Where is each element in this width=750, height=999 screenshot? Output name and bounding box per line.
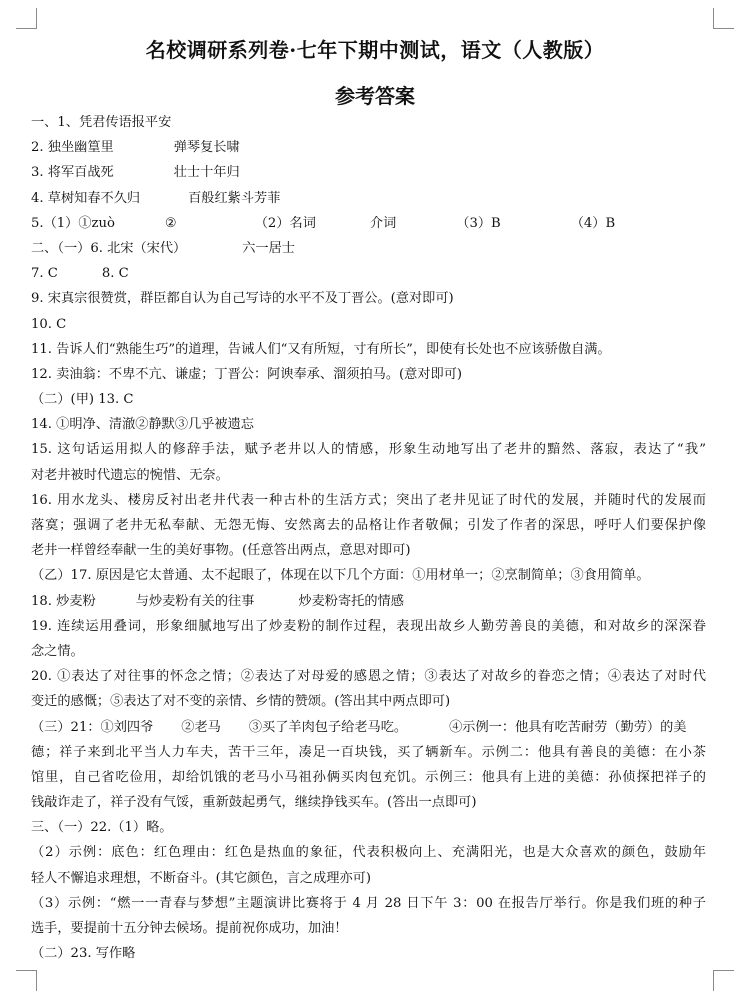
answer-line xyxy=(31,513,706,538)
answer-line xyxy=(31,614,706,639)
answer-text: 14. ①明净、清澈②静默③几乎被遗忘 xyxy=(31,417,254,433)
answer-text: 六一居士 xyxy=(242,240,295,256)
crop-mark-top-left xyxy=(16,8,37,29)
answer-text: （2）名词 xyxy=(254,215,316,231)
answer-line xyxy=(31,715,706,740)
crop-mark-bottom-right xyxy=(713,970,734,991)
answer-text: ④示例一：他具有吃苦耐劳（勤劳）的美 xyxy=(449,719,687,735)
answer-line xyxy=(31,286,706,311)
answer-line xyxy=(31,211,706,236)
answer-text: 15. 这句话运用拟人的修辞手法，赋予老井以人的情感，形象生动地写出了老井的黯然、落寂，表达了“我” xyxy=(31,442,706,458)
answer-text: 弹琴复长啸 xyxy=(173,140,240,156)
answer-text: 11. 告诉人们“熟能生巧”的道理，告诫人们“又有所短，寸有所长”，即使有长处也不应该骄傲自满。 xyxy=(31,341,611,357)
answer-line xyxy=(31,815,706,840)
answer-line xyxy=(31,740,706,765)
crop-mark-bottom-left xyxy=(16,970,37,991)
answer-text: 变迁的感慨；⑤表达了对不变的亲情、乡情的赞颂。(答出其中两点即可) xyxy=(31,694,451,710)
answer-line xyxy=(31,664,706,689)
answer-line xyxy=(31,488,706,513)
answer-text: 4. 草树知春不久归 xyxy=(31,190,141,206)
answer-text: 百般红紫斗芳菲 xyxy=(188,190,281,206)
answer-line xyxy=(31,135,706,160)
answer-text: 老井一样曾经奉献一生的美好事物。(任意答出两点，意思对即可) xyxy=(31,543,411,559)
answer-text: 7. C xyxy=(31,266,58,282)
answer-text: （3）示例：“燃一一青春与梦想”主题演讲比赛将于 4 月 28 日下午 3：00 在报告厅举行。你是我们班的种子 xyxy=(31,895,706,911)
answer-text: 2. 独坐幽篁里 xyxy=(31,140,114,156)
answer-line xyxy=(31,563,706,588)
answer-line xyxy=(31,236,706,261)
answer-text: 轻人不懈追求理想，不断奋斗。(其它颜色，言之成理亦可) xyxy=(31,870,371,886)
answer-line xyxy=(31,387,706,412)
answer-text: ③买了羊肉包子给老马吃。 xyxy=(248,719,408,735)
answer-list xyxy=(31,110,706,966)
answer-text: （三）21：①刘四爷 xyxy=(31,719,154,735)
document-subtitle: 参考答案 xyxy=(335,84,415,108)
answer-text: 对老井被时代遗忘的惋惜、无奈。 xyxy=(31,467,229,483)
answer-text: 与炒麦粉有关的往事 xyxy=(135,593,255,609)
answer-line xyxy=(31,186,706,211)
answer-text: 壮士十年归 xyxy=(173,165,240,181)
answer-text: 10. C xyxy=(31,316,67,332)
answer-text: 18. 炒麦粉 xyxy=(31,593,96,609)
answer-line xyxy=(31,639,706,664)
answer-text: 8. C xyxy=(101,266,129,282)
answer-line xyxy=(31,412,706,437)
answer-line xyxy=(31,362,706,387)
answer-text: 19. 连续运用叠词，形象细腻地写出了炒麦粉的制作过程，表现出故乡人勤劳善良的美德，和对故乡的深深眷 xyxy=(31,618,706,634)
answer-text: （2）示例：底色：红色理由：红色是热血的象征，代表积极向上、充满阳光，也是大众喜欢的颜色，鼓励年 xyxy=(31,845,706,861)
answer-text: 选手，要提前十五分钟去候场。提前祝你成功，加油！ xyxy=(31,921,348,936)
answer-line xyxy=(31,538,706,563)
answer-text: （二）(甲) 13. C xyxy=(31,392,134,408)
answer-text: ②老马 xyxy=(181,719,221,735)
answer-text: （乙）17. 原因是它太普通、太不起眼了，体现在以下几个方面：①用材单一；②烹制简单；③食用简单。 xyxy=(31,568,650,584)
answer-text: 德；祥子来到北平当人力车夫，苦干三年，凑足一百块钱，买了辆新车。示例二：他具有善良的美德：在小茶 xyxy=(31,744,706,760)
answer-text: 二、（一）6. 北宋（宋代） xyxy=(31,240,187,256)
answer-text: （4）B xyxy=(570,215,616,231)
answer-line xyxy=(31,840,706,865)
answer-text: （3）B xyxy=(456,215,501,231)
answer-line xyxy=(31,765,706,790)
answer-text: 钱敲诈走了，祥子没有气馁，重新鼓起勇气，继续挣钱买车。(答出一点即可) xyxy=(31,795,477,811)
answer-text: 炒麦粉寄托的情感 xyxy=(298,593,404,609)
answer-text: 9. 宋真宗很赞赏，群臣都自认为自己写诗的水平不及丁晋公。(意对即可) xyxy=(31,291,454,307)
answer-line xyxy=(31,916,706,941)
answer-text: 介词 xyxy=(369,215,397,231)
answer-line xyxy=(31,337,706,362)
answer-text: 馆里，自己省吃俭用，却给饥饿的老马小马祖孙俩买肉包充饥。示例三：他具有上进的美德：孙侦探把祥子的 xyxy=(31,769,706,785)
answer-text: 念之情。 xyxy=(31,643,84,659)
answer-line xyxy=(31,312,706,337)
answer-text: 5.（1）①zuò xyxy=(31,215,115,231)
answer-text: 落寞；强调了老井无私奉献、无怨无悔、安然离去的品格让作者敬佩；引发了作者的深思，呼吁人们要保护像 xyxy=(31,518,706,533)
answer-line xyxy=(31,160,706,185)
answer-text: 20. ①表达了对往事的怀念之情；②表达了对母爱的感恩之情；③表达了对故乡的眷恋之情；④表达了对时代 xyxy=(31,669,706,685)
answer-line xyxy=(31,689,706,714)
answer-text: 三、（一）22.（1）略。 xyxy=(31,820,173,836)
answer-text: 16. 用水龙头、楼房反衬出老井代表一种古朴的生活方式；突出了老井见证了时代的发展，并随时代的发展而 xyxy=(31,492,706,508)
document-title: 名校调研系列卷·七年下期中测试，语文（人教版） xyxy=(145,38,605,62)
answer-line xyxy=(31,866,706,891)
answer-line xyxy=(31,463,706,488)
answer-text: ② xyxy=(164,215,177,231)
answer-line xyxy=(31,790,706,815)
answer-text: 12. 卖油翁：不卑不亢、谦虚；丁晋公：阿谀奉承、溜须拍马。(意对即可) xyxy=(31,366,463,382)
answer-line xyxy=(31,589,706,614)
answer-text: 一、1、凭君传语报平安 xyxy=(31,115,172,130)
answer-line xyxy=(31,891,706,916)
answer-text: （二）23. 写作略 xyxy=(31,946,136,962)
answer-line xyxy=(31,110,706,135)
answer-line xyxy=(31,941,706,966)
answer-text: 3. 将军百战死 xyxy=(31,165,114,181)
answer-line xyxy=(31,437,706,462)
crop-mark-top-right xyxy=(713,8,734,29)
answer-line xyxy=(31,261,706,286)
